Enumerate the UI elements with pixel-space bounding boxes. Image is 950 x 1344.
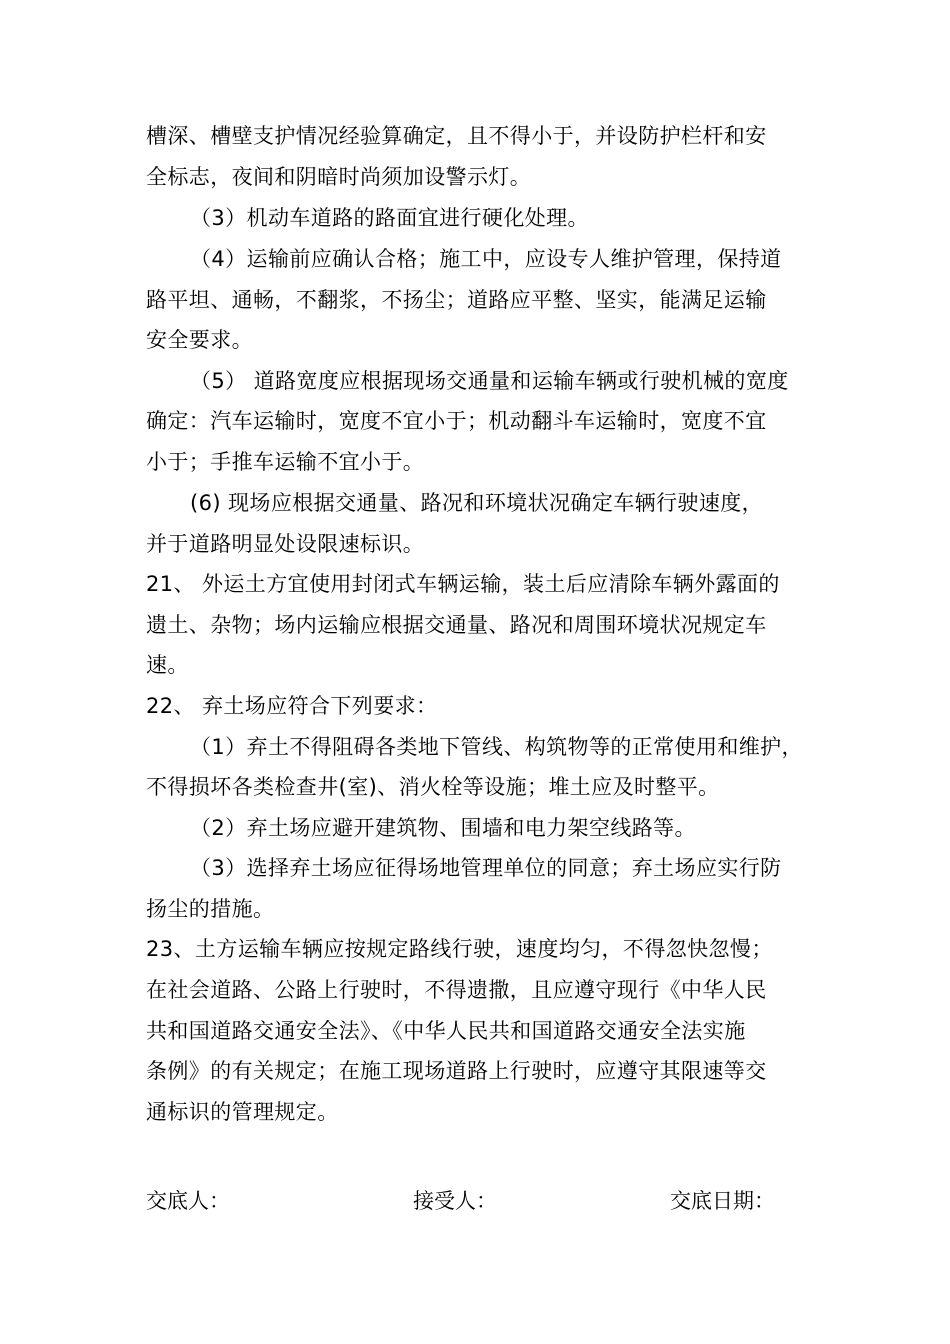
body-line: 共和国道路交通安全法》、《中华人民共和国道路交通安全法实施 <box>146 1019 746 1043</box>
body-line: 安全要求。 <box>146 328 253 352</box>
body-line: 扬尘的措施。 <box>146 897 275 921</box>
body-line: （2）弃土场应避开建筑物、围墙和电力架空线路等。 <box>190 816 696 840</box>
body-line: 槽深、槽壁支护情况经验算确定，且不得小于，并设防护栏杆和安 <box>146 124 767 148</box>
body-line: 21、 外运土方宜使用封闭式车辆运输，装土后应清除车辆外露面的 <box>146 572 780 596</box>
body-line: 不得损坏各类检查井(室)、消火栓等设施；堆土应及时整平。 <box>146 775 720 799</box>
body-line: （5） 道路宽度应根据现场交通量和运输车辆或行驶机械的宽度 <box>190 369 789 393</box>
body-line: 22、 弃土场应符合下列要求： <box>146 694 438 718</box>
body-line: 全标志，夜间和阴暗时尚须加设警示灯。 <box>146 165 532 189</box>
body-line: 通标识的管理规定。 <box>146 1100 339 1124</box>
body-line: （3）机动车道路的路面宜进行硬化处理。 <box>190 206 589 230</box>
discloser-label: 交底人： <box>146 1189 230 1213</box>
body-line: 23、土方运输车辆应按规定路线行驶，速度均匀，不得忽快忽慢； <box>146 937 773 961</box>
body-line: 小于；手推车运输不宜小于。 <box>146 450 425 474</box>
body-line: （3）选择弃土场应征得场地管理单位的同意；弃土场应实行防 <box>190 856 782 880</box>
body-line: 遗土、杂物；场内运输应根据交通量、路况和周围环境状况规定车 <box>146 613 767 637</box>
body-line: 在社会道路、公路上行驶时，不得遗撒，且应遵守现行《中华人民 <box>146 978 767 1002</box>
body-line: 并于道路明显处设限速标识。 <box>146 532 425 556</box>
body-line: 路平坦、通畅，不翻浆，不扬尘；道路应平整、坚实，能满足运输 <box>146 288 767 312</box>
body-line: 确定：汽车运输时，宽度不宜小于；机动翻斗车运输时，宽度不宜 <box>146 409 767 433</box>
body-line: （1）弃土不得阻碍各类地下管线、构筑物等的正常使用和维护， <box>190 735 803 759</box>
disclosure-date-label: 交底日期： <box>670 1189 775 1213</box>
body-line: 速。 <box>146 653 189 677</box>
body-line: （4）运输前应确认合格；施工中，应设专人维护管理，保持道 <box>190 247 782 271</box>
body-line: (6) 现场应根据交通量、路况和环境状况确定车辆行驶速度， <box>190 491 764 515</box>
body-line: 条例》的有关规定；在施工现场道路上行驶时，应遵守其限速等交 <box>146 1059 767 1083</box>
receiver-label: 接受人： <box>413 1189 497 1213</box>
